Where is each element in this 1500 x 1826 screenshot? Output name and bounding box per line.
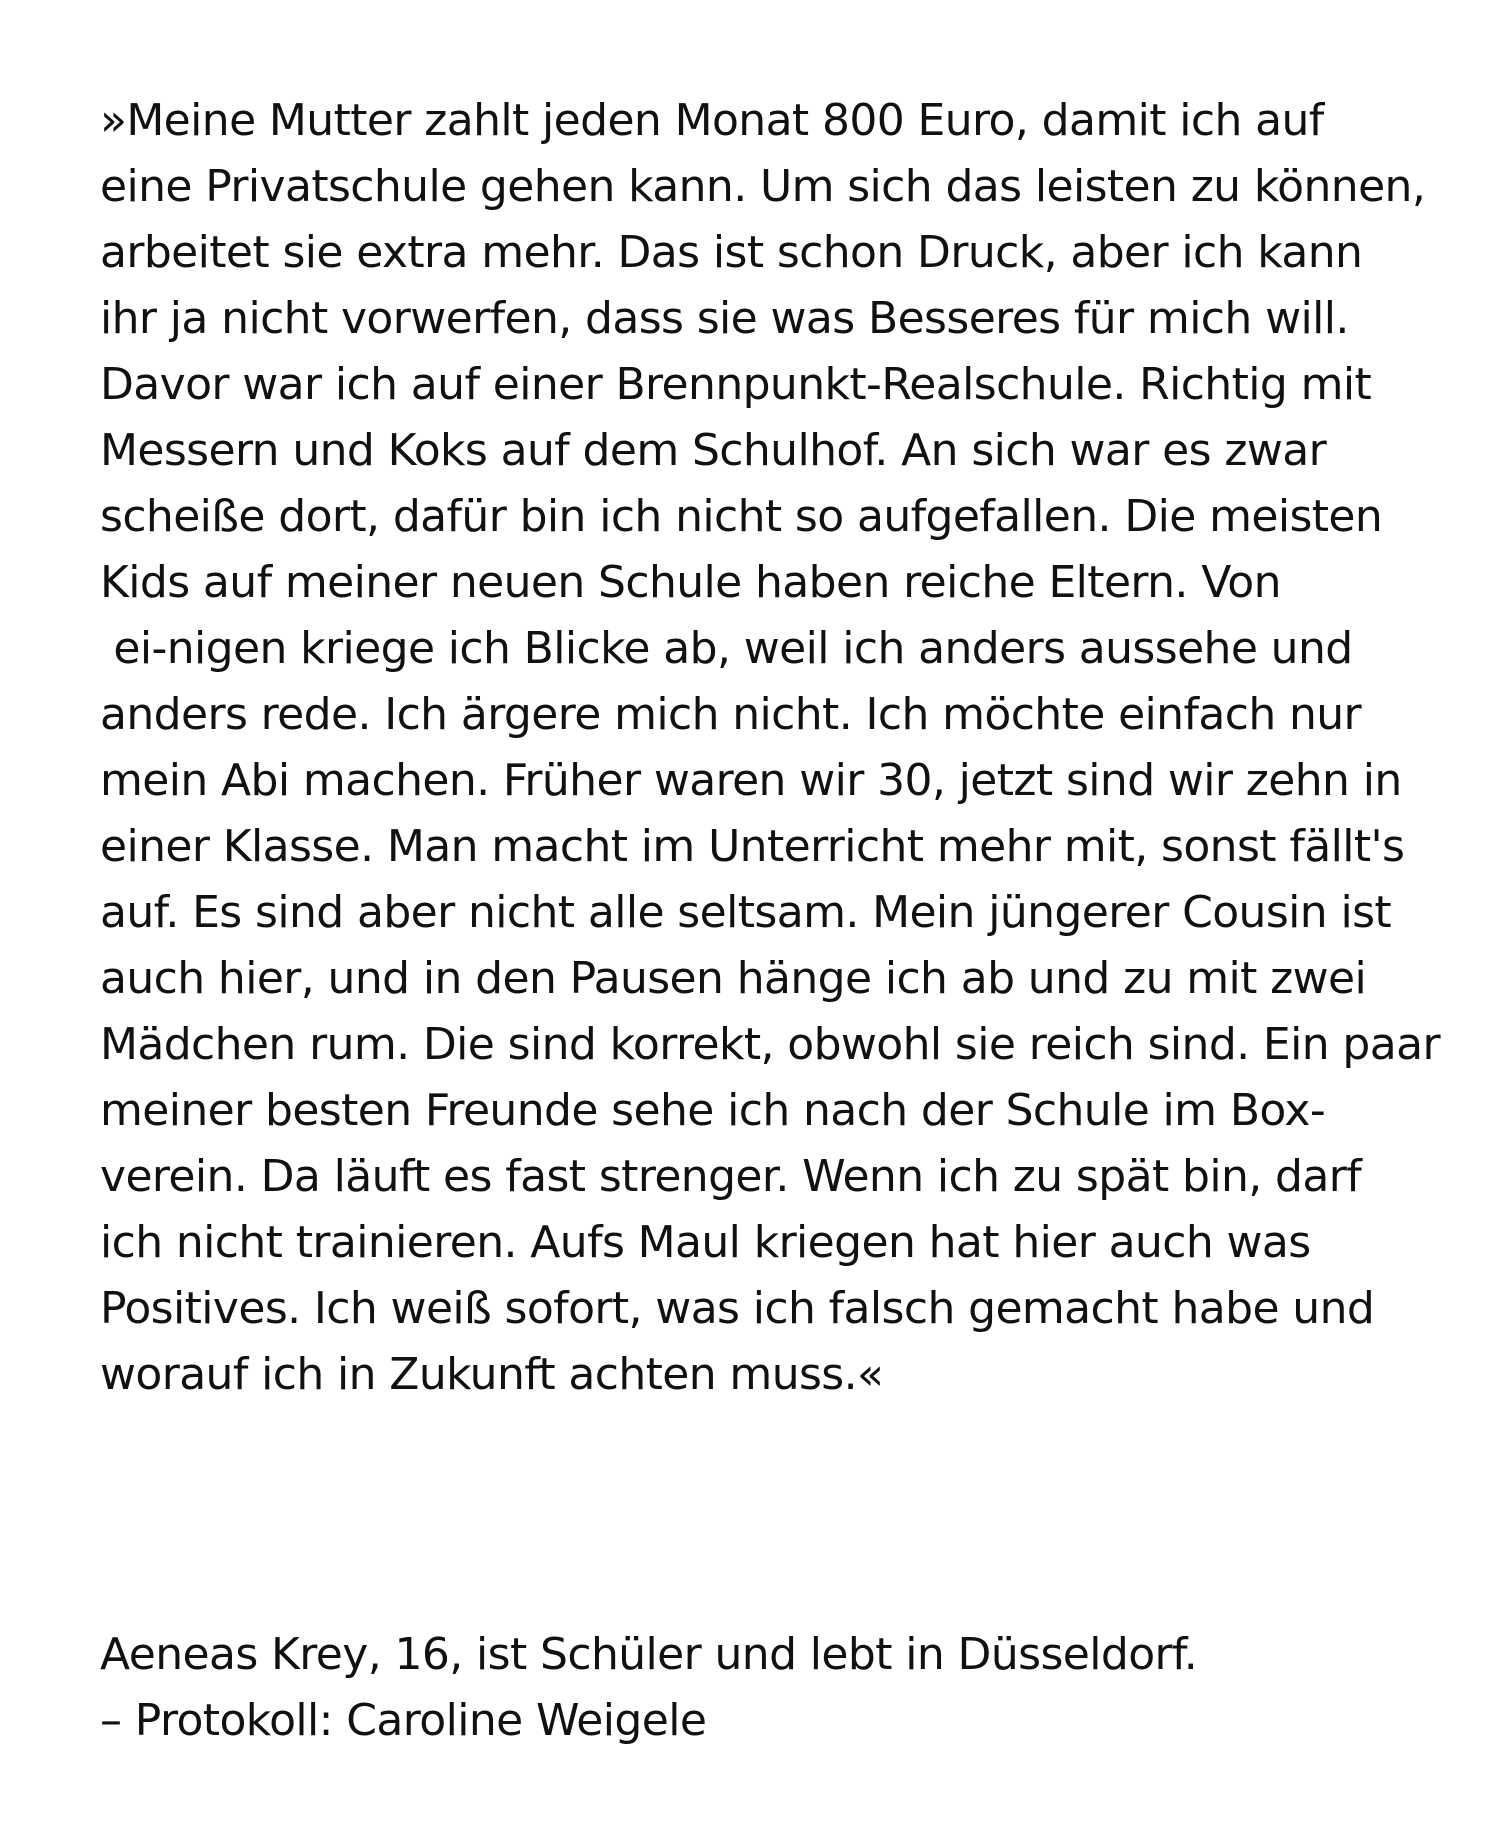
- quote-line: ihr ja nicht vorwerfen, dass sie was Besseres für mich will.: [100, 293, 1349, 344]
- quote-line: mein Abi machen. Früher waren wir 30, jetzt sind wir zehn in: [100, 755, 1402, 806]
- quote-line: Kids auf meiner neuen Schule haben reiche Eltern. Von: [100, 557, 1281, 608]
- quote-line: ich nicht trainieren. Aufs Maul kriegen hat hier auch was: [100, 1217, 1311, 1268]
- author-line: Aeneas Krey, 16, ist Schüler und lebt in Düsseldorf.: [100, 1629, 1198, 1680]
- quote-line: scheiße dort, dafür bin ich nicht so aufgefallen. Die meisten: [100, 491, 1383, 542]
- quote-line: auch hier, und in den Pausen hänge ich ab und zu mit zwei: [100, 953, 1367, 1004]
- quote-line: Messern und Koks auf dem Schulhof. An sich war es zwar: [100, 425, 1327, 476]
- quote-line: verein. Da läuft es fast strenger. Wenn ich zu spät bin, darf: [100, 1151, 1362, 1202]
- quote-line: ei-nigen kriege ich Blicke ab, weil ich anders aussehe und: [100, 623, 1353, 674]
- quote-line: einer Klasse. Man macht im Unterricht mehr mit, sonst fällt's: [100, 821, 1405, 872]
- protocol-line: – Protokoll: Caroline Weigele: [100, 1695, 707, 1746]
- quote-line: Davor war ich auf einer Brennpunkt-Realschule. Richtig mit: [100, 359, 1372, 410]
- author-credit: [100, 1622, 1480, 1754]
- quote-line: arbeitet sie extra mehr. Das ist schon Druck, aber ich kann: [100, 227, 1363, 278]
- quote-line: anders rede. Ich ärgere mich nicht. Ich möchte einfach nur: [100, 689, 1362, 740]
- quote-text: [100, 88, 1480, 1408]
- quote-line: Mädchen rum. Die sind korrekt, obwohl sie reich sind. Ein paar: [100, 1019, 1440, 1070]
- quote-line: eine Privatschule gehen kann. Um sich das leisten zu können,: [100, 161, 1426, 212]
- quote-line: auf. Es sind aber nicht alle seltsam. Mein jüngerer Cousin ist: [100, 887, 1392, 938]
- quote-line: worauf ich in Zukunft achten muss.«: [100, 1349, 884, 1400]
- quote-line: Positives. Ich weiß sofort, was ich falsch gemacht habe und: [100, 1283, 1375, 1334]
- quote-line: »Meine Mutter zahlt jeden Monat 800 Euro, damit ich auf: [100, 95, 1324, 146]
- quote-line: meiner besten Freunde sehe ich nach der Schule im Box-: [100, 1085, 1326, 1136]
